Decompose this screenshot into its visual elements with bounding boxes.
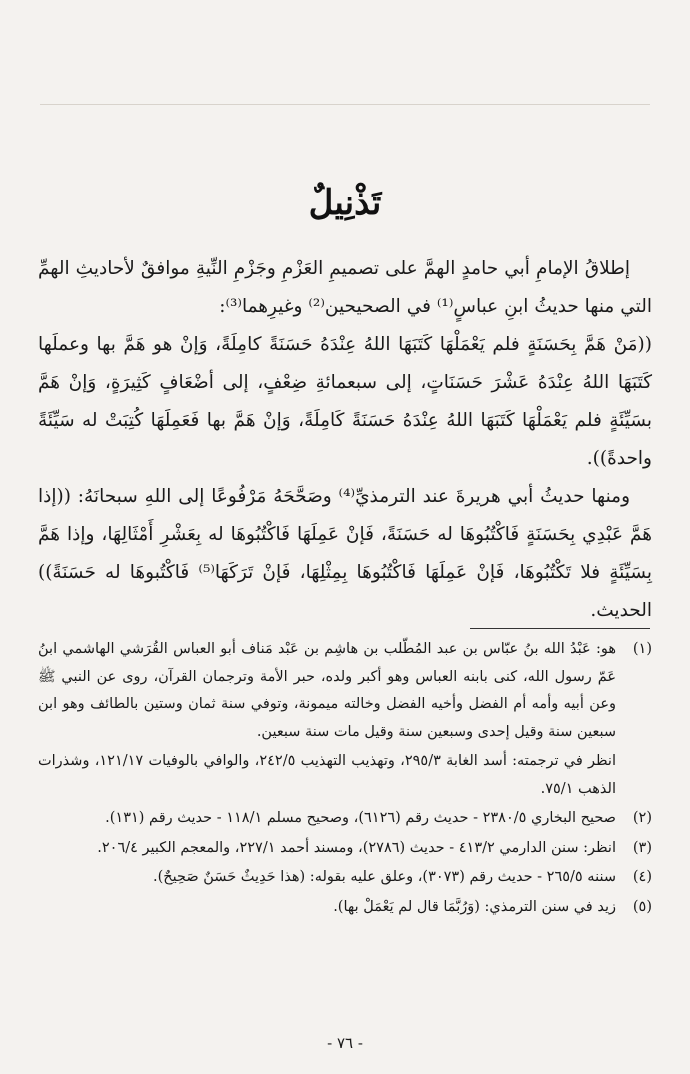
page-number: - ٧٦ - — [327, 1034, 363, 1052]
bleed-through-header — [40, 84, 650, 105]
footnote — [38, 835, 652, 863]
paragraph-hadith-abu-hurayra: ومنها حديثُ أبي هريرةَ عند الترمذيِّ⁽⁴⁾ وصَحَّحَهُ مَرْفُوعًا إلى اللهِ سبحانَهُ: ((إذا هَمَّ عَبْدِي بِحَسَنَةٍ فَاكْتُبُوهَا له حَسَنَةً، فَإنْ عَمِلَهَا فَاكْتُبُوهَا له بِعَشْرِ أَمْثَالِهَا، وإذا هَمَّ بِسَيِّئَةٍ فلا تَكْتُبُوهَا، فَإنْ عَمِلَهَا فَاكْتُبُوهَا بِمِثْلِهَا، فَإنْ تَرَكَهَا⁽⁵⁾ فَاكْتُبوهَا له حَسَنَةً)) الحديث. — [38, 486, 652, 621]
paragraph-intro: إطلاقُ الإمامِ أبي حامدٍ الهمَّ على تصميمِ العَزْمِ وجَزْمِ النِّيةِ موافقٌ لأحاديثِ الهمِّ التي منها حديثُ ابنِ عباسٍ⁽¹⁾ في الصحيحين⁽²⁾ وغيرِهما⁽³⁾: — [38, 258, 652, 317]
footnote-number — [616, 748, 652, 803]
footnote — [38, 864, 652, 892]
footnote-number: (١) — [632, 641, 652, 657]
footnote — [38, 636, 652, 746]
footnote-text: هو: عَبْدُ الله بنُ عبّاس بن عبد المُطّلب بن هاشِم بن عَبْد مَناف أبو العباس القُرَشي الهاشمي ابنُ عَمّ رسول الله، كنى بابنه العباس وهو أكبر ولده، حبر الأمة وترجمان القرآن، روى عن النبي ﷺ وعن أبيه وأمه أم الفضل وأخيه الفضل وخالته ميمونة، وتوفي سنة ثمان وستين بالطائف وهو ابن سبعين سنة وقيل إحدى وسبعين سنة وقيل مات سنة سبعين. — [38, 641, 616, 740]
section-title: تَذْنِيلٌ — [308, 183, 382, 223]
main-text — [38, 250, 652, 630]
footnote-text: زيد في سنن الترمذي: (وَرُبَّمَا قال لم يَعْمَلْ بها). — [333, 898, 616, 915]
footnote-text: انظر: سنن الدارمي ٤١٣/٢ - حديث (٢٧٨٦)، ومسند أحمد ٢٢٧/١، والمعجم الكبير ٢٠٦/٤. — [97, 839, 616, 856]
footnote — [38, 894, 652, 922]
footnote-number: (٥) — [632, 898, 652, 915]
footnote-number: (٤) — [632, 869, 652, 885]
footnote-number: (٢) — [632, 810, 652, 826]
footnote-separator — [470, 628, 650, 629]
paragraph-hadith-ibn-abbas: ((مَنْ هَمَّ بِحَسَنَةٍ فلم يَعْمَلْهَا كَتَبَهَا اللهُ عِنْدَهُ حَسَنَةً كامِلَةً، وَإنْ هو هَمَّ بها وعملَها كَتَبَهَا اللهُ عِنْدَهُ عَشْرَ حَسَنَاتٍ، إلى سبعمائةِ ضِعْفٍ، إلى أضْعَافٍ كَثِيرَةٍ، وَإنْ هَمَّ بسَيِّئَةٍ فلم يَعْمَلْهَا كَتَبَهَا اللهُ عِنْدَهُ حَسَنَةً كَامِلَةً، وَإنْ هَمَّ بها فَعَمِلَهَا كُتِبَتْ له سَيِّئَةً واحدةً)). — [38, 334, 652, 469]
footnote-text: صحيح البخاري ٢٣٨٠/٥ - حديث رقم (٦١٢٦)، وصحيح مسلم ١١٨/١ - حديث رقم (١٣١). — [105, 810, 616, 826]
footnote — [38, 805, 652, 833]
footnote-number: (٣) — [632, 839, 652, 856]
footnotes — [38, 636, 652, 923]
footnote-text: سننه ٢٦٥/٥ - حديث رقم (٣٠٧٣)، وعلق عليه بقوله: (هذا حَدِيثٌ حَسَنٌ صَحِيحٌ). — [152, 869, 616, 885]
footnote-text: انظر في ترجمته: أسد الغابة ٢٩٥/٣، وتهذيب التهذيب ٢٤٢/٥، والوافي بالوفيات ١٢١/١٧، وشذرات الذهب ٧٥/١. — [38, 753, 616, 797]
footnote — [38, 748, 652, 803]
